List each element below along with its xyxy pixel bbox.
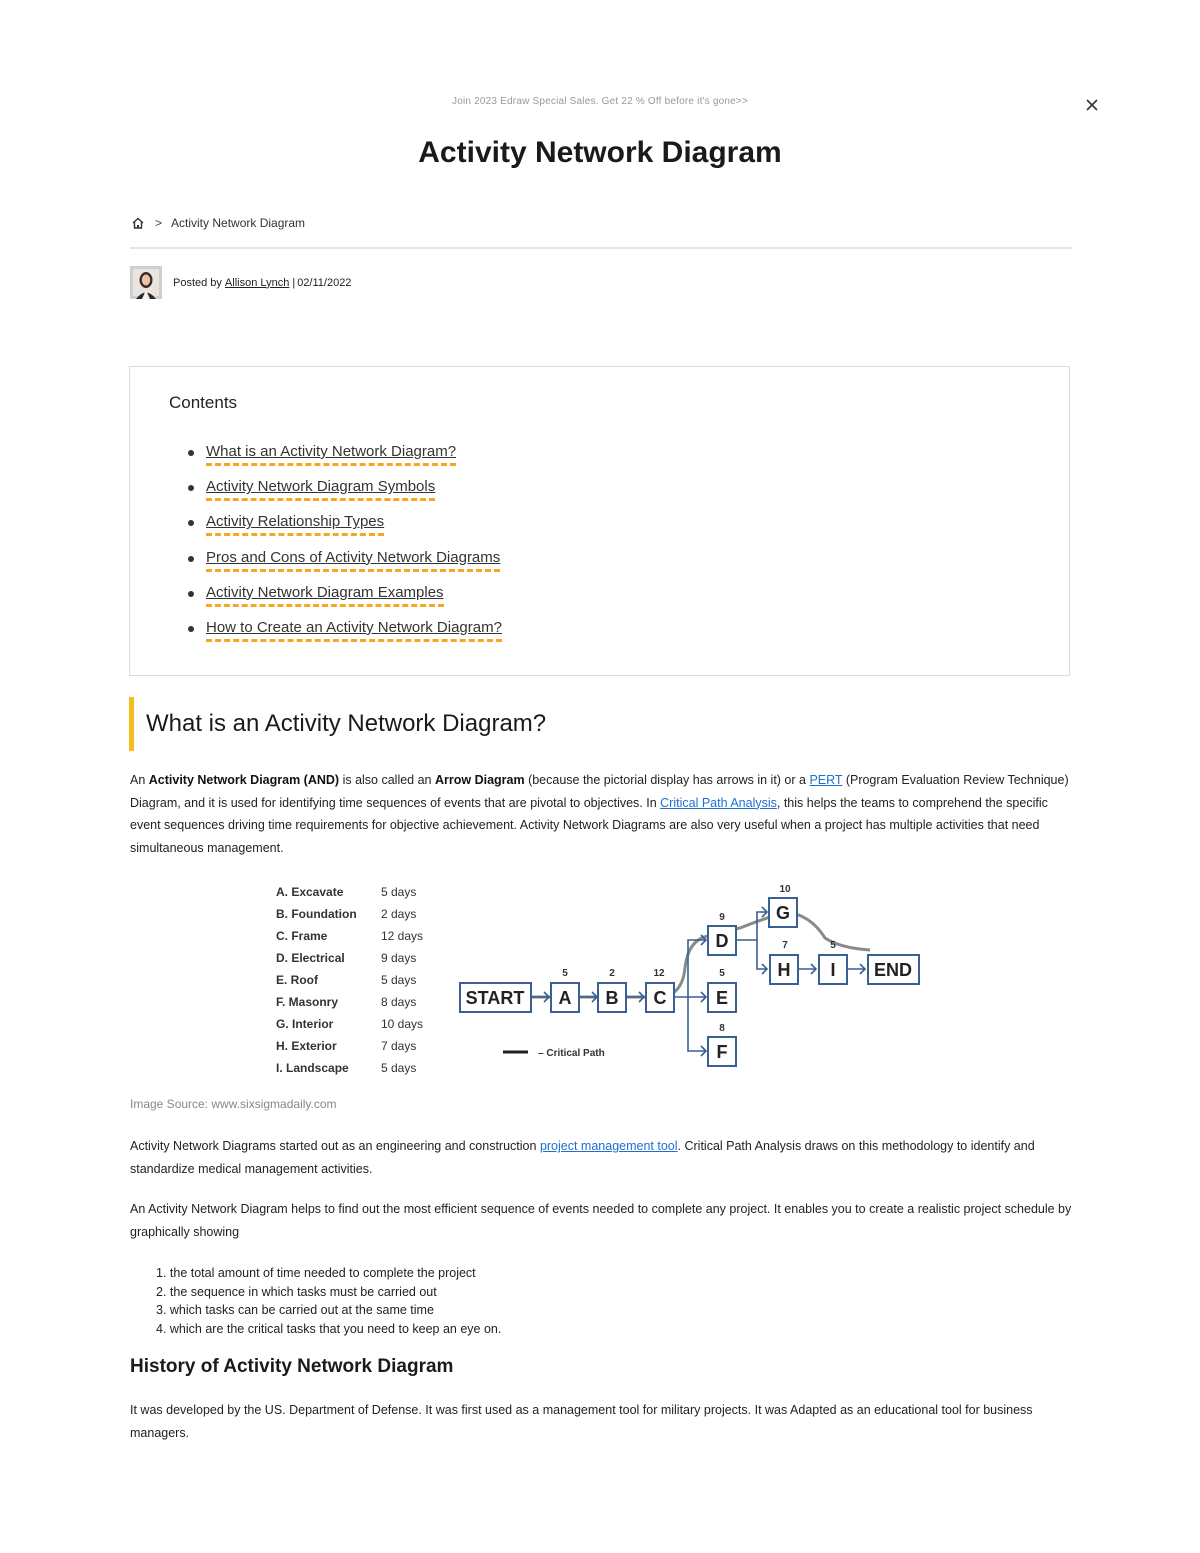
- svg-text:9: 9: [719, 912, 725, 923]
- header-divider: [130, 247, 1072, 249]
- history-heading: History of Activity Network Diagram: [130, 1356, 454, 1377]
- post-date: 02/11/2022: [297, 276, 352, 289]
- author-avatar: [130, 266, 162, 299]
- table-of-contents: [129, 366, 1070, 676]
- svg-text:– Critical Path: – Critical Path: [538, 1048, 605, 1059]
- toc-link-examples[interactable]: Activity Network Diagram Examples: [206, 584, 444, 607]
- svg-text:8 days: 8 days: [381, 995, 417, 1009]
- toc-item: [188, 619, 502, 654]
- image-caption: Image Source: www.sixsigmadaily.com: [130, 1097, 337, 1111]
- svg-text:H: H: [777, 960, 791, 980]
- svg-text:END: END: [873, 960, 913, 980]
- author-link[interactable]: Allison Lynch: [224, 276, 290, 289]
- svg-text:E. Roof: E. Roof: [276, 973, 318, 987]
- date-separator: |: [292, 276, 296, 289]
- task-list: [276, 885, 423, 1075]
- close-icon[interactable]: [1083, 96, 1101, 114]
- bullet-icon: [188, 556, 194, 562]
- home-icon[interactable]: [131, 216, 145, 230]
- activity-network-figure: [270, 878, 930, 1078]
- toc-item: [188, 549, 502, 584]
- critical-path-analysis-link[interactable]: Critical Path Analysis: [660, 795, 777, 810]
- network-nodes: [460, 898, 919, 1066]
- posted-by-label: Posted by: [173, 276, 222, 289]
- section-heading-block: [129, 697, 546, 751]
- toc-link-how-to-create[interactable]: How to Create an Activity Network Diagram?: [206, 619, 502, 642]
- breadcrumb: [131, 216, 305, 230]
- svg-text:B: B: [605, 988, 619, 1008]
- svg-text:I. Landscape: I. Landscape: [276, 1061, 349, 1075]
- toc-item: [188, 478, 502, 513]
- svg-text:START: START: [465, 988, 525, 1008]
- toc-link-symbols[interactable]: Activity Network Diagram Symbols: [206, 478, 435, 501]
- toc-link-what-is[interactable]: What is an Activity Network Diagram?: [206, 443, 456, 466]
- svg-text:C. Frame: C. Frame: [276, 929, 328, 943]
- author-line: [130, 266, 351, 299]
- toc-link-relationship-types[interactable]: Activity Relationship Types: [206, 513, 384, 536]
- intro-paragraph: An Activity Network Diagram (AND) is also called an Arrow Diagram (because the pictorial display has arrows in it) or a PERT (Program Evaluation Review Technique) Diagram, and it is used for identifying time sequences of events that are pivotal to objectives. In Critical Path Analysis, this helps the teams to comprehend the specific event sequences driving time requirements for objective achievement. Activity Network Diagrams are also very useful when a project has multiple activities that need simultaneous management.: [130, 773, 1069, 855]
- toc-item: [188, 584, 502, 619]
- svg-text:5: 5: [562, 968, 568, 979]
- svg-text:E: E: [715, 988, 729, 1008]
- svg-text:5 days: 5 days: [381, 885, 417, 899]
- svg-text:8: 8: [719, 1023, 725, 1034]
- svg-text:5 days: 5 days: [381, 1061, 417, 1075]
- figure-legend: [503, 1048, 605, 1059]
- paragraph-purpose: An Activity Network Diagram helps to find out the most efficient sequence of events needed to complete any project. It enables you to create a realistic project schedule by graphically showing: [130, 1202, 1072, 1239]
- bullet-icon: [188, 485, 194, 491]
- toc-item: [188, 513, 502, 548]
- list-item: 2. the sequence in which tasks must be carried out: [156, 1284, 437, 1299]
- svg-text:H. Exterior: H. Exterior: [276, 1039, 337, 1053]
- toc-title: Contents: [169, 393, 238, 412]
- svg-text:D: D: [715, 931, 729, 951]
- promo-banner[interactable]: Join 2023 Edraw Special Sales. Get 22 % Off before it's gone>>: [452, 96, 748, 107]
- svg-text:B. Foundation: B. Foundation: [276, 907, 357, 921]
- breadcrumb-separator: >: [155, 216, 163, 230]
- section-heading: What is an Activity Network Diagram?: [146, 710, 547, 737]
- arrows: [532, 907, 865, 1056]
- svg-text:F: F: [716, 1042, 728, 1062]
- history-paragraph: It was developed by the US. Department of Defense. It was first used as a management tool for military projects. It was Adapted as an educational tool for business managers.: [130, 1403, 1033, 1440]
- list-item: 3. which tasks can be carried out at the same time: [156, 1303, 434, 1317]
- svg-text:10 days: 10 days: [381, 1017, 424, 1031]
- svg-text:10: 10: [779, 884, 791, 895]
- svg-text:D. Electrical: D. Electrical: [276, 951, 345, 965]
- list-item: 1. the total amount of time needed to complete the project: [156, 1266, 476, 1280]
- svg-text:2 days: 2 days: [381, 907, 417, 921]
- toc-list: [188, 443, 502, 654]
- page-title: Activity Network Diagram: [418, 136, 782, 169]
- breadcrumb-current: Activity Network Diagram: [171, 216, 306, 230]
- svg-text:5: 5: [830, 940, 836, 951]
- bullet-icon: [188, 450, 194, 456]
- svg-text:5: 5: [719, 968, 725, 979]
- benefits-list: [130, 1264, 501, 1338]
- paragraph-origins: Activity Network Diagrams started out as an engineering and construction project management tool. Critical Path Analysis draws on this methodology to identify and standardize medical management activities.: [130, 1139, 1035, 1176]
- pert-link[interactable]: PERT: [809, 773, 843, 787]
- toc-link-pros-cons[interactable]: Pros and Cons of Activity Network Diagrams: [206, 549, 500, 572]
- svg-text:2: 2: [609, 968, 615, 979]
- svg-text:G: G: [775, 903, 791, 923]
- svg-text:12 days: 12 days: [381, 929, 424, 943]
- svg-text:F. Masonry: F. Masonry: [276, 995, 339, 1009]
- svg-text:I: I: [830, 960, 836, 980]
- list-item: 4. which are the critical tasks that you need to keep an eye on.: [156, 1321, 502, 1336]
- project-management-tool-link[interactable]: project management tool: [539, 1139, 678, 1153]
- svg-text:7 days: 7 days: [381, 1039, 417, 1053]
- svg-text:A: A: [558, 988, 572, 1008]
- bullet-icon: [188, 520, 194, 526]
- bullet-icon: [188, 626, 194, 632]
- svg-text:G. Interior: G. Interior: [276, 1017, 334, 1031]
- bullet-icon: [188, 591, 194, 597]
- svg-text:7: 7: [782, 940, 788, 951]
- svg-text:9 days: 9 days: [381, 951, 417, 965]
- svg-text:12: 12: [653, 968, 665, 979]
- toc-item: [188, 443, 502, 478]
- svg-text:C: C: [653, 988, 667, 1008]
- svg-text:A. Excavate: A. Excavate: [276, 885, 344, 899]
- svg-text:5 days: 5 days: [381, 973, 417, 987]
